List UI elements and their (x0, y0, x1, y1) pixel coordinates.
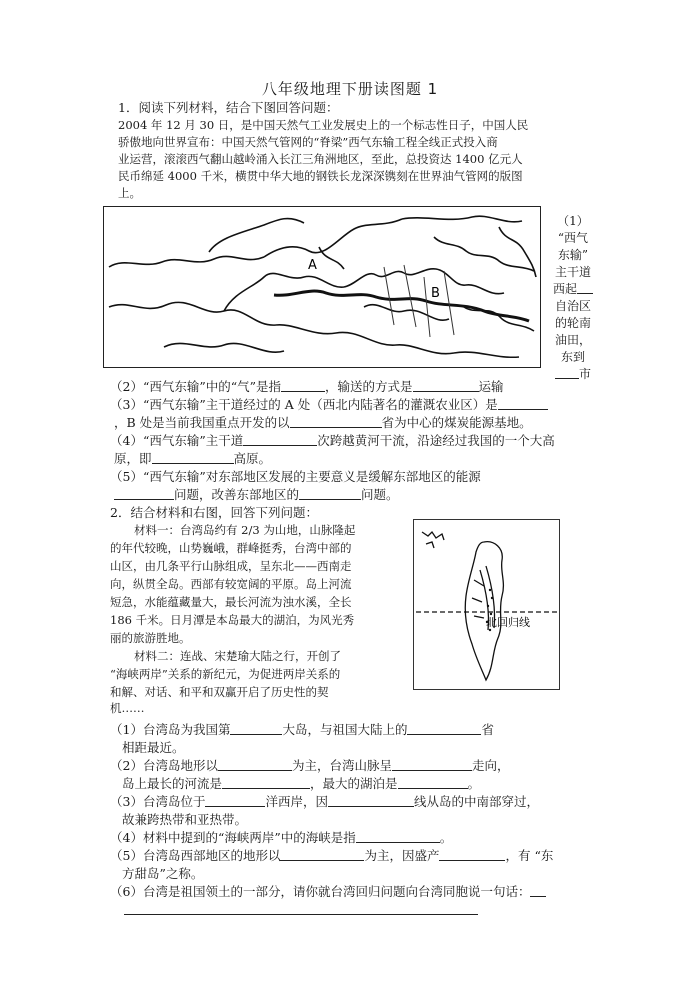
answer-blank[interactable] (218, 758, 292, 771)
side-q1-text: 油田， (554, 333, 591, 347)
q2-material-line: “海峡两岸”关系的新纪元，为促进两岸关系的 (110, 667, 341, 681)
q1-sub3-cont: ，B 处是当前我国重点开发的以 省为中心的煤炭能源基地。 (114, 415, 532, 430)
answer-blank[interactable] (439, 848, 505, 861)
side-q1-text: 自治区 (554, 299, 591, 313)
q1-sub5: （5）“西气东输”对东部地区发展的主要意义是缓解东部地区的能源 (110, 469, 481, 484)
q2-material-line: 机…… (110, 701, 145, 715)
q1-material-line: 上。 (118, 186, 141, 200)
answer-blank[interactable] (281, 379, 325, 392)
q1-material-line: 民币绵延 4000 千米，横贯中华大地的钢铁长龙深深镌刻在世界油气管网的版图 (118, 169, 523, 183)
taiwan-map-drawing (414, 520, 559, 689)
q1-sub3: （3）“西气东输”主干道经过的 A 处（西北内陆著名的灌溉农业区）是 (110, 396, 548, 414)
side-q1-text: 东输” (557, 248, 589, 262)
answer-blank[interactable] (205, 794, 265, 807)
q2-material-line: 和解、对话、和平和双赢开启了历史性的契 (110, 685, 329, 699)
side-q1-text: 的轮南 (554, 316, 591, 330)
q2-material-line: 的年代较晚，山势巍峨，群峰挺秀，台湾中部的 (110, 541, 352, 555)
answer-line[interactable] (124, 914, 478, 915)
q1-intro: 1．阅读下列材料，结合下图回答问题： (118, 100, 339, 115)
q1-sub2: （2）“西气东输”中的“气”是指 ，输送的方式是 运输 (110, 379, 504, 394)
side-q1-text: 西起 (549, 281, 597, 298)
taiwan-map (413, 519, 560, 690)
q1-material-line: 骄傲地向世界宣布：中国天然气管网的“脊梁”西气东输工程全线正式投入商 (118, 135, 498, 149)
answer-blank[interactable] (577, 281, 593, 294)
answer-blank[interactable] (299, 487, 361, 500)
side-q1-text: “西气 (557, 231, 589, 245)
q2-sub3: （3）台湾岛位于 洋西岸，因 线从岛的中南部穿过， (110, 794, 539, 809)
tropic-of-cancer-label: 北回归线 (486, 616, 530, 629)
page-title: 八年级地理下册读图题 1 (261, 80, 439, 98)
answer-blank[interactable] (290, 415, 382, 428)
answer-blank[interactable] (243, 433, 317, 446)
map-label-a: A (308, 258, 317, 273)
q2-material-line: 材料一：台湾岛约有 2/3 为山地，山脉隆起 (134, 523, 356, 537)
answer-blank[interactable] (392, 758, 472, 771)
q2-sub5: （5）台湾岛西部地区的地形以 为主，因盛产 ，有 “东 (110, 848, 554, 863)
answer-blank[interactable] (356, 830, 440, 843)
answer-blank[interactable] (413, 379, 479, 392)
q2-sub3-cont: 故兼跨热带和亚热带。 (122, 812, 248, 827)
answer-blank[interactable] (328, 794, 414, 807)
side-q1-text: 主干道 (554, 265, 591, 279)
side-q1-text: 东到 (560, 350, 585, 364)
answer-blank[interactable] (222, 776, 310, 789)
q1-sub4: （4）“西气东输”主干道 次跨越黄河干流，沿途经过我国的一个大高 (110, 433, 555, 448)
answer-blank[interactable] (114, 487, 174, 500)
answer-blank[interactable] (555, 366, 579, 379)
q1-material-line: 业运营，滚滚西气翻山越岭涌入长江三角洲地区，至此，总投资达 1400 亿元人 (118, 152, 523, 166)
west-east-gas-map (103, 206, 541, 368)
map-label-b: B (431, 286, 440, 301)
q1-sub4-cont: 原，即 高原。 (114, 451, 272, 466)
q2-sub1: （1）台湾岛为我国第 大岛，与祖国大陆上的 省 (110, 722, 494, 737)
q2-sub2: （2）台湾岛地形以 为主，台湾山脉呈 走向， (110, 758, 510, 773)
q2-material-line: 短急，水能蕴藏量大，最长河流为浊水溪，全长 (110, 595, 352, 609)
q2-sub6: （6）台湾是祖国领土的一部分，请你就台湾回归问题向台湾同胞说一句话： (110, 883, 546, 901)
q2-material-line: 山区，由几条平行山脉组成，呈东北——西南走 (110, 559, 352, 573)
side-q1-text: 市 (549, 366, 597, 383)
answer-blank[interactable] (280, 848, 364, 861)
q2-sub2-cont: 岛上最长的河流是 ，最大的湖泊是 。 (122, 776, 481, 791)
q1-sub5-cont: 问题，改善东部地区的 问题。 (114, 486, 399, 504)
q2-sub4: （4）材料中提到的“海峡两岸”中的海峡是指 。 (110, 830, 453, 845)
answer-blank[interactable] (398, 776, 468, 789)
q1-material-line: 2004 年 12 月 30 日，是中国天然气工业发展史上的一个标志性日子，中国人民 (118, 118, 529, 132)
q2-sub1-cont: 相距最近。 (122, 740, 185, 755)
q2-material-line: 材料二：连战、宋楚瑜大陆之行，开创了 (134, 649, 341, 663)
side-q1-label: （1） (557, 214, 589, 228)
q2-material-line: 丽的旅游胜地。 (110, 631, 191, 645)
answer-blank[interactable] (530, 884, 546, 897)
answer-blank[interactable] (152, 451, 234, 464)
q2-material-line: 186 千米。日月潭是本岛最大的湖泊，为风光秀 (110, 613, 355, 627)
china-map-drawing (104, 207, 539, 366)
q2-material-line: 向，纵贯全岛。西部有较宽阔的平原。岛上河流 (110, 577, 352, 591)
q2-sub5-cont: 方甜岛”之称。 (122, 866, 204, 881)
q2-intro: 2．结合材料和右图，回答下列问题： (110, 505, 318, 520)
answer-blank[interactable] (498, 397, 548, 410)
answer-blank[interactable] (230, 722, 282, 735)
answer-blank[interactable] (407, 722, 481, 735)
